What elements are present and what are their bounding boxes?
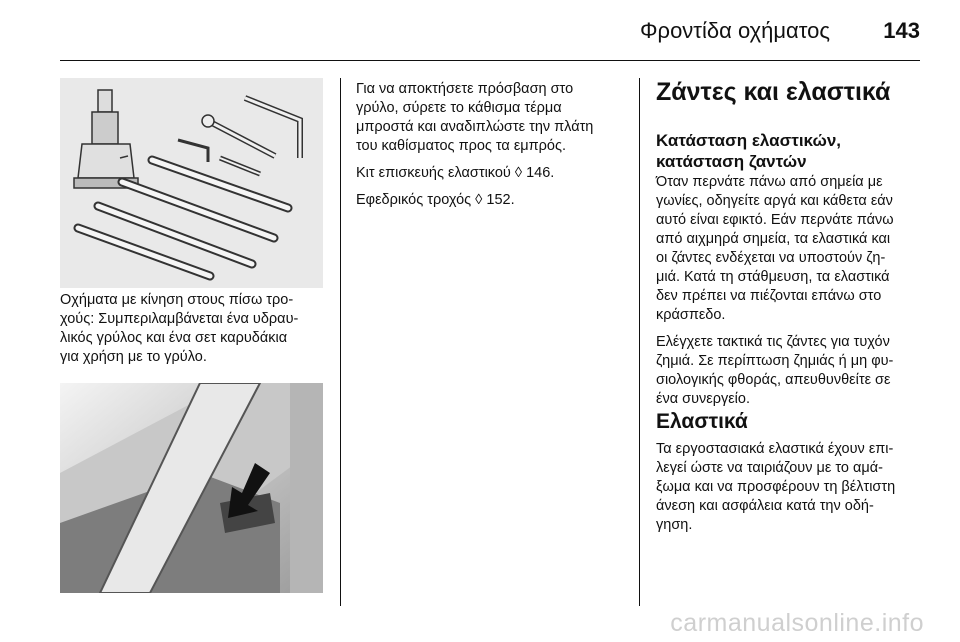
caption-line: χούς: Συμπεριλαμβάνεται ένα υδραυ- <box>60 311 299 327</box>
text-line: ζημιά. Σε περίπτωση ζημιάς ή μη φυ- <box>656 353 894 369</box>
jack-access-paragraph <box>356 80 626 156</box>
tires-subsection-title: Ελαστικά <box>656 410 748 433</box>
text-line: γρύλο, σύρετε το κάθισμα τέρμα <box>356 100 562 116</box>
text-line: μπροστά και αναδιπλώστε την πλάτη <box>356 119 594 135</box>
seat-jack-photo <box>60 383 323 593</box>
caption-line: Οχήματα με κίνηση στους πίσω τρο- <box>60 292 294 308</box>
tires-text <box>656 440 926 535</box>
text-line: γωνίες, οδηγείτε αργά και κάθετα εάν <box>656 193 893 209</box>
text-line: από αιχμηρά σημεία, τα ελαστικά και <box>656 231 891 247</box>
text-line: Όταν περνάτε πάνω από σημεία με <box>656 174 883 190</box>
text-line: άνεση και ασφάλεια κατά την οδή- <box>656 498 874 514</box>
page-number: 143 <box>883 18 920 43</box>
spare-wheel-ref: Εφεδρικός τροχός ◊ 152. <box>356 192 515 208</box>
column-divider-1 <box>340 78 341 606</box>
text-line: του καθίσματος προς τα εμπρός. <box>356 138 566 154</box>
text-line: Για να αποκτήσετε πρόσβαση στο <box>356 81 574 97</box>
seat-photo-drawing <box>60 383 323 593</box>
header-title: Φροντίδα οχήματος <box>640 18 830 43</box>
text-line: δεν πρέπει να πιέζονται επάνω στο <box>656 288 882 304</box>
text-line: Ελέγχετε τακτικά τις ζάντες για τυχόν <box>656 334 890 350</box>
text-line: οι ζάντες ενδέχεται να υποστούν ζη- <box>656 250 886 266</box>
tire-condition-paragraph <box>656 173 926 325</box>
text-line: ένα συνεργείο. <box>656 391 750 407</box>
text-line: μιά. Κατά τη στάθμευση, τα ελαστικά <box>656 269 890 285</box>
text-line: αυτό είναι εφικτό. Εάν περνάτε πάνω <box>656 212 894 228</box>
text-line: γηση. <box>656 517 693 533</box>
tire-condition-text <box>656 173 926 417</box>
watermark: carmanualsonline.info <box>670 609 924 637</box>
text-line: κράσπεδο. <box>656 307 726 323</box>
text-line: λεγεί ώστε να ταιριάζουν με το αμά- <box>656 460 883 476</box>
section-title: Ζάντες και ελαστικά <box>656 78 891 106</box>
subsection-title-line: Κατάσταση ελαστικών, <box>656 131 841 150</box>
caption-line: για χρήση με το γρύλο. <box>60 349 207 365</box>
subsection-title-line: κατάσταση ζαντών <box>656 152 807 171</box>
text-line: σιολογικής φθοράς, απευθυνθείτε σε <box>656 372 891 388</box>
middle-column-text <box>356 80 626 218</box>
tools-caption <box>60 291 328 367</box>
rim-check-paragraph <box>656 333 926 409</box>
subsection-title <box>656 130 926 172</box>
text-line: Τα εργοστασιακά ελαστικά έχουν επι- <box>656 441 894 457</box>
jack-tools-drawing <box>60 78 323 288</box>
jack-tools-illustration <box>60 78 323 288</box>
header-rule <box>60 60 920 61</box>
text-line: ξωμα και να προσφέρουν τη βέλτιστη <box>656 479 896 495</box>
caption-line: λικός γρύλος και ένα σετ καρυδάκια <box>60 330 288 346</box>
tire-repair-kit-ref: Κιτ επισκευής ελαστικού ◊ 146. <box>356 165 555 181</box>
column-divider-2 <box>639 78 640 606</box>
